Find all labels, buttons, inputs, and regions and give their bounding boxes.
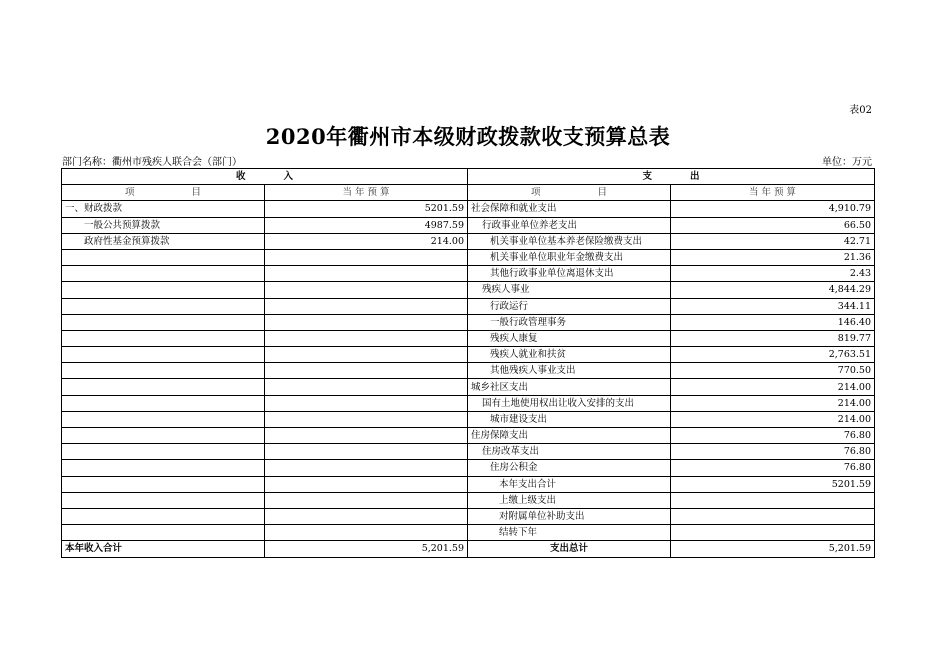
expense-item-cell: 住房保障支出 bbox=[468, 428, 671, 444]
income-item-cell bbox=[62, 525, 265, 541]
income-item-cell bbox=[62, 314, 265, 330]
table-row bbox=[62, 233, 875, 249]
expense-value-cell: 42.71 bbox=[671, 233, 875, 249]
expense-total-value: 5,201.59 bbox=[671, 541, 875, 557]
income-item-cell bbox=[62, 249, 265, 265]
expense-item-cell: 残疾人就业和扶贫 bbox=[468, 347, 671, 363]
income-item-header: 项 目 bbox=[62, 185, 265, 201]
expense-item-cell: 结转下年 bbox=[468, 525, 671, 541]
income-value-cell bbox=[265, 282, 468, 298]
expense-value-cell: 819.77 bbox=[671, 330, 875, 346]
table-row bbox=[62, 266, 875, 282]
income-item-cell: 一般公共预算拨款 bbox=[62, 217, 265, 233]
expense-value-cell: 66.50 bbox=[671, 217, 875, 233]
income-item-cell bbox=[62, 395, 265, 411]
expense-value-cell bbox=[671, 492, 875, 508]
income-item-cell bbox=[62, 476, 265, 492]
table-row bbox=[62, 395, 875, 411]
table-row bbox=[62, 347, 875, 363]
income-item-cell: 一、财政拨款 bbox=[62, 201, 265, 217]
totals-row bbox=[62, 541, 875, 557]
income-value-cell bbox=[265, 492, 468, 508]
income-item-cell bbox=[62, 266, 265, 282]
expense-item-cell: 上缴上级支出 bbox=[468, 492, 671, 508]
expense-value-cell: 2.43 bbox=[671, 266, 875, 282]
expense-item-cell: 行政事业单位养老支出 bbox=[468, 217, 671, 233]
expense-value-cell: 4,844.29 bbox=[671, 282, 875, 298]
table-row bbox=[62, 330, 875, 346]
expense-item-cell: 城乡社区支出 bbox=[468, 379, 671, 395]
expense-value-cell bbox=[671, 508, 875, 524]
income-value-cell bbox=[265, 428, 468, 444]
table-row bbox=[62, 411, 875, 427]
income-header: 收 入 bbox=[62, 169, 468, 185]
table-row bbox=[62, 508, 875, 524]
column-header-row bbox=[62, 185, 875, 201]
expense-item-cell: 住房公积金 bbox=[468, 460, 671, 476]
table-row bbox=[62, 460, 875, 476]
table-row bbox=[62, 249, 875, 265]
income-budget-header: 当 年 预 算 bbox=[265, 185, 468, 201]
income-value-cell bbox=[265, 476, 468, 492]
expense-item-cell: 国有土地使用权出让收入安排的支出 bbox=[468, 395, 671, 411]
income-value-cell bbox=[265, 411, 468, 427]
table-row bbox=[62, 379, 875, 395]
expense-item-cell: 社会保障和就业支出 bbox=[468, 201, 671, 217]
expense-budget-header: 当 年 预 算 bbox=[671, 185, 875, 201]
income-value-cell bbox=[265, 460, 468, 476]
unit-label: 单位：万元 bbox=[822, 157, 872, 168]
expense-item-cell: 残疾人康复 bbox=[468, 330, 671, 346]
expense-value-cell: 770.50 bbox=[671, 363, 875, 379]
income-item-cell bbox=[62, 330, 265, 346]
table-row bbox=[62, 444, 875, 460]
budget-table bbox=[61, 168, 875, 558]
income-value-cell bbox=[265, 347, 468, 363]
expense-value-cell: 76.80 bbox=[671, 460, 875, 476]
expense-value-cell: 214.00 bbox=[671, 411, 875, 427]
expense-value-cell: 344.11 bbox=[671, 298, 875, 314]
expense-value-cell: 76.80 bbox=[671, 444, 875, 460]
income-value-cell bbox=[265, 298, 468, 314]
table-code: 表02 bbox=[849, 105, 872, 116]
table-row bbox=[62, 363, 875, 379]
income-value-cell bbox=[265, 363, 468, 379]
income-item-cell bbox=[62, 444, 265, 460]
table-row bbox=[62, 476, 875, 492]
expense-item-cell: 机关事业单位基本养老保险缴费支出 bbox=[468, 233, 671, 249]
expense-item-cell: 其他行政事业单位离退休支出 bbox=[468, 266, 671, 282]
income-item-cell bbox=[62, 363, 265, 379]
expense-item-cell: 一般行政管理事务 bbox=[468, 314, 671, 330]
income-value-cell bbox=[265, 444, 468, 460]
expense-item-cell: 残疾人事业 bbox=[468, 282, 671, 298]
department-name: 部门名称：衢州市残疾人联合会（部门） bbox=[62, 157, 242, 168]
income-item-cell bbox=[62, 492, 265, 508]
expense-total-label: 支出总计 bbox=[468, 541, 671, 557]
income-value-cell bbox=[265, 508, 468, 524]
table-row bbox=[62, 314, 875, 330]
income-value-cell bbox=[265, 249, 468, 265]
page-title: 2020年衢州市本级财政拨款收支预算总表 bbox=[265, 124, 671, 149]
expense-item-cell: 其他残疾人事业支出 bbox=[468, 363, 671, 379]
income-value-cell: 214.00 bbox=[265, 233, 468, 249]
income-item-cell bbox=[62, 460, 265, 476]
expense-value-cell bbox=[671, 525, 875, 541]
income-value-cell bbox=[265, 314, 468, 330]
expense-value-cell: 5201.59 bbox=[671, 476, 875, 492]
income-item-cell bbox=[62, 508, 265, 524]
income-value-cell: 4987.59 bbox=[265, 217, 468, 233]
expense-value-cell: 76.80 bbox=[671, 428, 875, 444]
income-value-cell bbox=[265, 379, 468, 395]
table-row bbox=[62, 298, 875, 314]
income-total-value: 5,201.59 bbox=[265, 541, 468, 557]
income-item-cell: 政府性基金预算拨款 bbox=[62, 233, 265, 249]
expense-item-cell: 对附属单位补助支出 bbox=[468, 508, 671, 524]
table-row bbox=[62, 201, 875, 217]
income-value-cell bbox=[265, 266, 468, 282]
section-header-row bbox=[62, 169, 875, 185]
income-value-cell: 5201.59 bbox=[265, 201, 468, 217]
income-item-cell bbox=[62, 347, 265, 363]
income-item-cell bbox=[62, 379, 265, 395]
expense-item-cell: 住房改革支出 bbox=[468, 444, 671, 460]
income-value-cell bbox=[265, 525, 468, 541]
expense-value-cell: 214.00 bbox=[671, 395, 875, 411]
income-item-cell bbox=[62, 282, 265, 298]
expense-item-cell: 城市建设支出 bbox=[468, 411, 671, 427]
income-value-cell bbox=[265, 330, 468, 346]
expense-value-cell: 21.36 bbox=[671, 249, 875, 265]
expense-item-header: 项 目 bbox=[468, 185, 671, 201]
expense-item-cell: 行政运行 bbox=[468, 298, 671, 314]
expense-value-cell: 2,763.51 bbox=[671, 347, 875, 363]
expense-item-cell: 本年支出合计 bbox=[468, 476, 671, 492]
income-total-label: 本年收入合计 bbox=[62, 541, 265, 557]
income-item-cell bbox=[62, 411, 265, 427]
table-row bbox=[62, 492, 875, 508]
table-row bbox=[62, 217, 875, 233]
expense-value-cell: 4,910.79 bbox=[671, 201, 875, 217]
table-row bbox=[62, 428, 875, 444]
income-item-cell bbox=[62, 428, 265, 444]
expense-header: 支 出 bbox=[468, 169, 875, 185]
expense-value-cell: 214.00 bbox=[671, 379, 875, 395]
table-row bbox=[62, 525, 875, 541]
income-item-cell bbox=[62, 298, 265, 314]
expense-value-cell: 146.40 bbox=[671, 314, 875, 330]
table-row bbox=[62, 282, 875, 298]
expense-item-cell: 机关事业单位职业年金缴费支出 bbox=[468, 249, 671, 265]
income-value-cell bbox=[265, 395, 468, 411]
